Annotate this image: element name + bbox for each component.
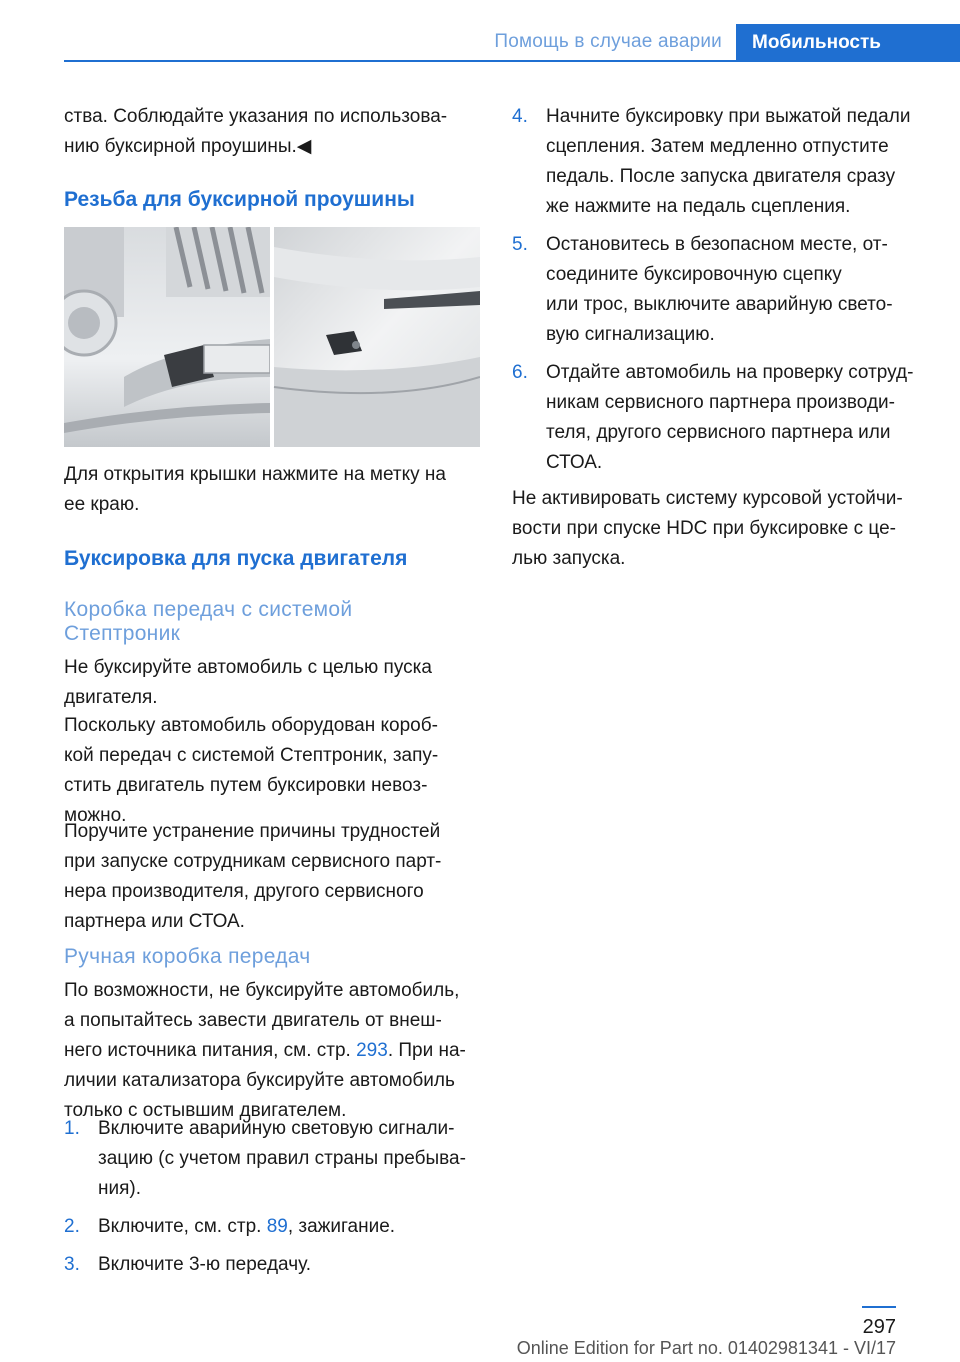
list-text: Включите 3-ю передачу. <box>98 1254 311 1275</box>
page-link-89[interactable]: 89 <box>266 1216 288 1237</box>
footer-rule <box>862 1306 896 1308</box>
list-item <box>512 102 928 222</box>
bumper-illustration <box>64 227 480 447</box>
list-number: 2. <box>64 1216 80 1237</box>
list-number: 1. <box>64 1118 80 1139</box>
list-number: 5. <box>512 234 528 255</box>
list-number: 4. <box>512 106 528 127</box>
list-text: вую сигнализацию. <box>546 324 715 345</box>
list-text: теля, другого сервисного партнера или <box>546 422 891 443</box>
paragraph-line: при запуске сотрудникам сервисного парт‐ <box>64 851 442 872</box>
paragraph-line: партнера или СТОА. <box>64 911 245 932</box>
header-chapter-tab: Мобильность <box>736 24 960 62</box>
heading-tow-start: Буксировка для пуска двигателя <box>64 547 408 570</box>
text-span: него источника питания, см. стр. <box>64 1040 357 1061</box>
list-item <box>64 1250 480 1280</box>
heading-thread: Резьба для буксирной проушины <box>64 188 415 211</box>
list-text: Отдайте автомобиль на проверку сотруд‐ <box>546 362 914 383</box>
paragraph-line: По возможности, не буксируйте автомобиль, <box>64 980 460 1001</box>
list-number: 3. <box>64 1254 80 1275</box>
list-item <box>512 230 928 350</box>
list-text: педаль. После запуска двигателя сразу <box>546 166 896 187</box>
paragraph-line: двигателя. <box>64 687 158 708</box>
list-text: сцепления. Затем медленно отпустите <box>546 136 889 157</box>
page-link-293[interactable]: 293 <box>356 1040 388 1061</box>
paragraph-line: Не активировать систему курсовой устойчи‐ <box>512 488 903 509</box>
paragraph-line <box>64 1036 480 1066</box>
figure-caption-line: ее краю. <box>64 494 140 515</box>
header-rule <box>64 60 960 62</box>
paragraph-line: лью запуска. <box>512 548 626 569</box>
paragraph-line: стить двигатель путем буксировки невоз‐ <box>64 775 428 796</box>
text-span: . При на‐ <box>387 1040 466 1061</box>
heading-steptronic: Стептроник <box>64 622 181 645</box>
paragraph-line: только с остывшим двигателем. <box>64 1100 347 1121</box>
note-paragraph <box>512 484 928 574</box>
list-text: ния). <box>98 1178 142 1199</box>
list-text: никам сервисного партнера производи‐ <box>546 392 895 413</box>
list-text: зацию (с учетом правил страны пребыва‐ <box>98 1148 466 1169</box>
paragraph-line: Не буксируйте автомобиль с целью пуска <box>64 657 432 678</box>
edition-note: Online Edition for Part no. 01402981341 - VI/17 <box>516 1338 896 1358</box>
header-section: Помощь в случае аварии <box>494 31 722 52</box>
paragraph-line: Поскольку автомобиль оборудован короб‐ <box>64 715 438 736</box>
continued-text-line: нию буксирной проушины.◀ <box>64 136 312 157</box>
paragraph-line: Поручите устранение причины трудностей <box>64 821 441 842</box>
list-text: соедините буксировочную сцепку <box>546 264 842 285</box>
list-item <box>64 1114 480 1204</box>
paragraph-line: личии катализатора буксируйте автомобиль <box>64 1070 455 1091</box>
text-span: Включите, см. стр. <box>98 1216 267 1237</box>
list-text: Включите аварийную световую сигнали‐ <box>98 1118 455 1139</box>
heading-steptronic: Коробка передач с системой <box>64 598 353 621</box>
heading-manual: Ручная коробка передач <box>64 945 311 968</box>
page-number: 297 <box>862 1316 896 1338</box>
list-number: 6. <box>512 362 528 383</box>
list-text: Остановитесь в безопасном месте, от‐ <box>546 234 888 255</box>
paragraph-line: нера производителя, другого сервисного <box>64 881 424 902</box>
paragraph-line: можно. <box>64 805 127 826</box>
list-item <box>64 1212 480 1242</box>
continued-text-line: ства. Соблюдайте указания по использова‐ <box>64 106 448 127</box>
list-item <box>512 358 928 478</box>
text-span: , зажигание. <box>287 1216 396 1237</box>
list-text: СТОА. <box>546 452 603 473</box>
list-text <box>98 1212 480 1242</box>
list-text: же нажмите на педаль сцепления. <box>546 196 851 217</box>
list-text: или трос, выключите аварийную свето‐ <box>546 294 893 315</box>
bumper-image-icon <box>64 227 480 447</box>
list-text: Начните буксировку при выжатой педали <box>546 106 911 127</box>
paragraph-line: кой передач с системой Стептроник, запу‐ <box>64 745 439 766</box>
paragraph-line: а попытайтесь завести двигатель от внеш‐ <box>64 1010 442 1031</box>
paragraph-line: вости при спуске HDC при буксировке с це‐ <box>512 518 896 539</box>
figure-caption-line: Для открытия крышки нажмите на метку на <box>64 464 446 485</box>
